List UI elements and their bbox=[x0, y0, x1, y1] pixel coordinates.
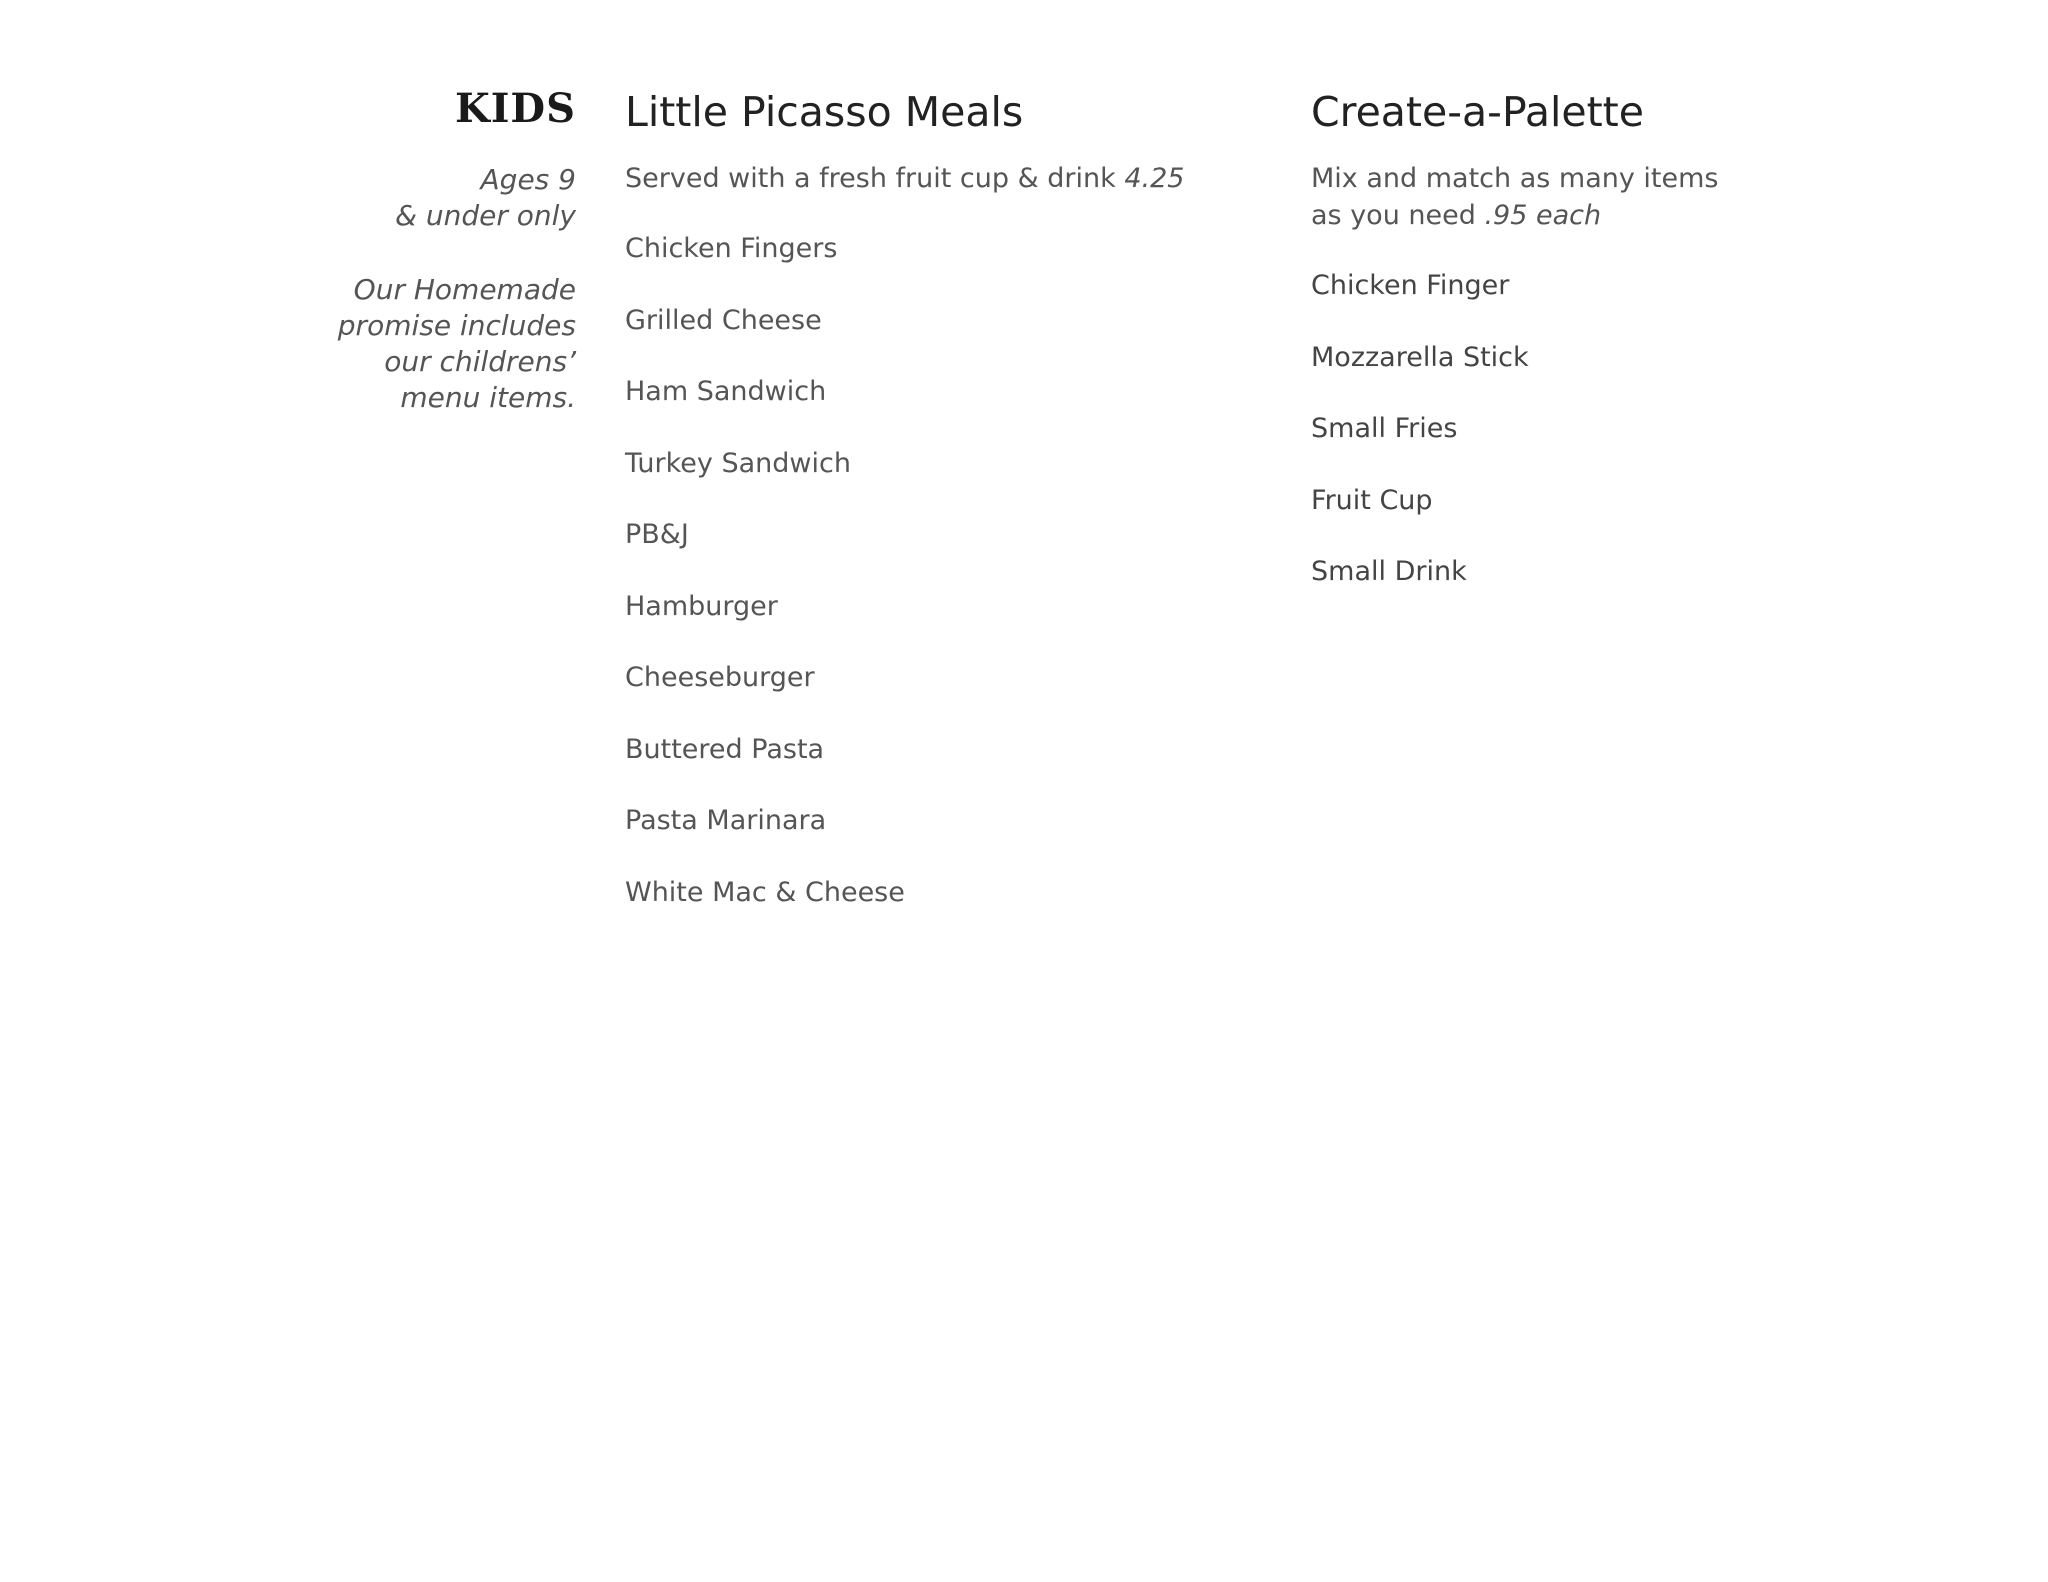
promise-line-2: promise includes bbox=[337, 309, 576, 342]
section-description bbox=[1311, 160, 1771, 234]
palette-price: .95 each bbox=[1484, 200, 1602, 231]
promise-line-4: menu items. bbox=[400, 381, 576, 414]
menu-item: Pasta Marinara bbox=[625, 805, 827, 836]
menu-item: Cheeseburger bbox=[625, 662, 815, 693]
little-picasso-meals-section bbox=[625, 86, 1265, 945]
kids-title: KIDS bbox=[454, 85, 576, 132]
menu-item: Grilled Cheese bbox=[625, 304, 822, 336]
menu-item: Buttered Pasta bbox=[625, 733, 825, 765]
meals-item-list bbox=[625, 230, 1265, 911]
menu-item: Mozzarella Stick bbox=[1311, 341, 1529, 373]
palette-description-line-2: as you need bbox=[1311, 200, 1476, 231]
homemade-promise-note bbox=[300, 272, 576, 416]
menu-item: Chicken Finger bbox=[1311, 270, 1510, 301]
kids-sidebar bbox=[300, 86, 576, 416]
promise-line-3: our childrens’ bbox=[384, 345, 576, 378]
menu-item: White Mac & Cheese bbox=[625, 876, 905, 908]
section-title: Little Picasso Meals bbox=[625, 88, 1024, 136]
meals-price: 4.25 bbox=[1124, 163, 1185, 194]
menu-item: Fruit Cup bbox=[1311, 484, 1433, 516]
menu-item: PB&J bbox=[625, 519, 689, 550]
menu-item: Small Drink bbox=[1311, 556, 1467, 587]
section-title: Create-a-Palette bbox=[1311, 88, 1644, 136]
meals-description: Served with a fresh fruit cup & drink bbox=[625, 163, 1116, 194]
ages-line-2: & under only bbox=[395, 199, 576, 232]
menu-item: Hamburger bbox=[625, 590, 778, 622]
menu-item: Small Fries bbox=[1311, 413, 1458, 444]
create-a-palette-section bbox=[1311, 86, 1771, 625]
menu-item: Ham Sandwich bbox=[625, 376, 827, 407]
section-description bbox=[625, 160, 1265, 197]
menu-item: Chicken Fingers bbox=[625, 233, 838, 264]
age-restriction-note bbox=[300, 162, 576, 234]
palette-item-list bbox=[1311, 267, 1771, 590]
ages-line-1: Ages 9 bbox=[480, 163, 576, 196]
menu-item: Turkey Sandwich bbox=[625, 447, 851, 479]
palette-description-line-1: Mix and match as many items bbox=[1311, 163, 1719, 194]
promise-line-1: Our Homemade bbox=[353, 273, 576, 306]
